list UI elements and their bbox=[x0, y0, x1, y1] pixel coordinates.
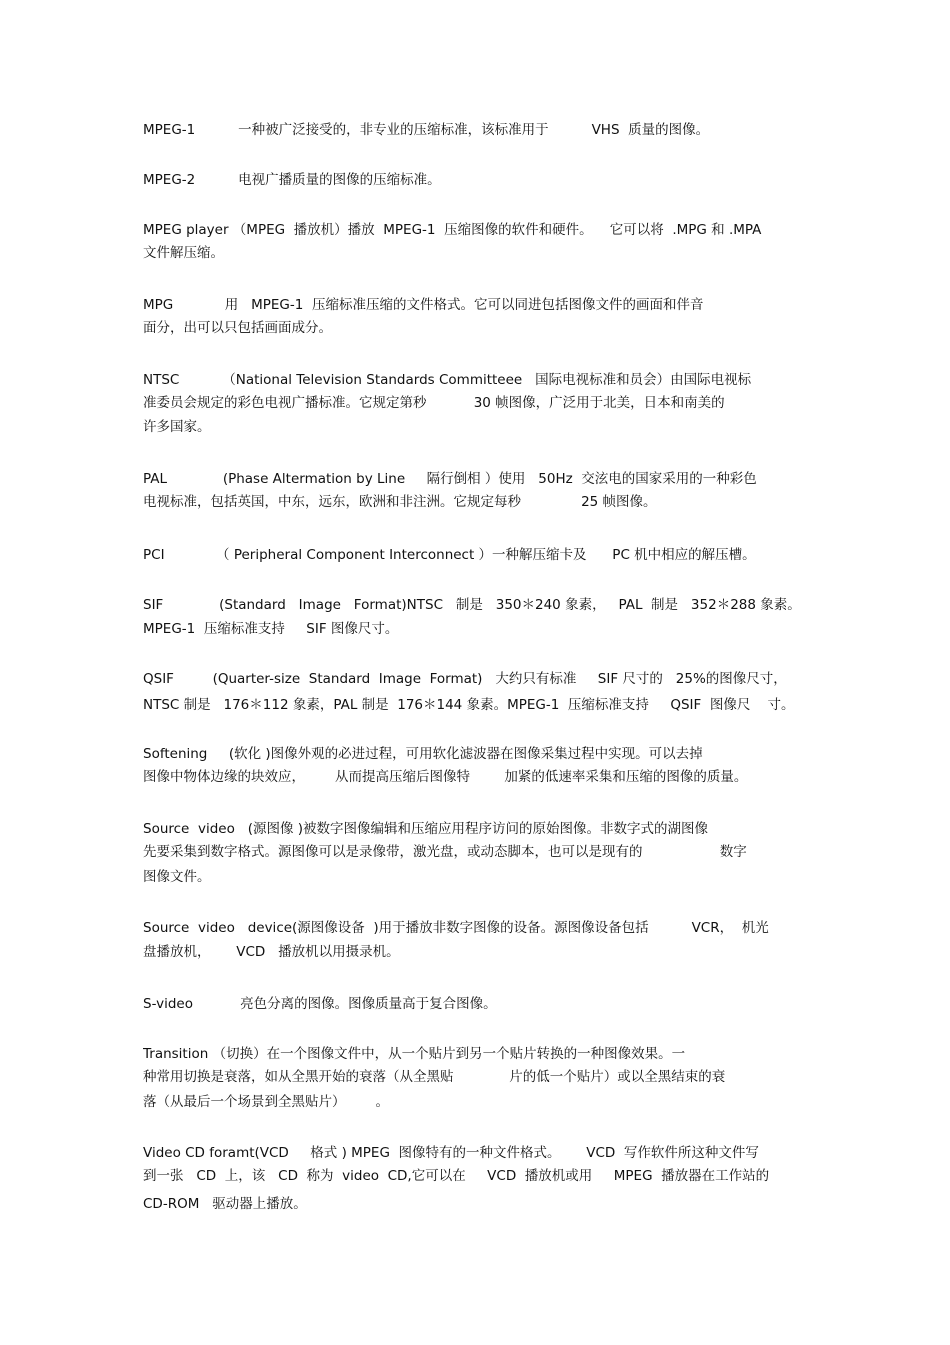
entry-qsif-line-2: NTSC 制是 176＊112 象素，PAL 制是 176＊144 象素。MPEG-1 压缩标准支持 QSIF 图像尺 寸。 bbox=[143, 697, 795, 713]
entry-mpg-line-2: 面分，出可以只包括画面成分。 bbox=[143, 320, 332, 336]
entry-sif-line-2: MPEG-1 压缩标准支持 SIF 图像尺寸。 bbox=[143, 621, 399, 637]
entry-qsif-line-1: QSIF (Quarter-size Standard Image Format) 大约只有标准 SIF 尺寸的 25%的图像尺寸， bbox=[143, 671, 787, 687]
entry-transition-line-3: 落（从最后一个场景到全黑贴片） 。 bbox=[143, 1094, 390, 1110]
entry-mpeg-player-line-2: 文件解压缩。 bbox=[143, 245, 224, 261]
entry-sif-line-1: SIF (Standard Image Format)NTSC 制是 350＊240 象素， PAL 制是 352＊288 象素。 bbox=[143, 597, 801, 613]
entry-source-video-line-1: Source video (源图像 )被数字图像编辑和压缩应用程序访问的原始图像。非数字式的湖图像 bbox=[143, 821, 709, 837]
entry-pci-line-1: PCI （ Peripheral Component Interconnect ）一种解压缩卡及 PC 机中相应的解压槽。 bbox=[143, 547, 756, 563]
entry-video-cd-format-line-2: 到一张 CD 上，该 CD 称为 video CD,它可以在 VCD 播放机或用 MPEG 播放器在工作站的 bbox=[143, 1168, 770, 1184]
entry-mpeg-player-line-1: MPEG player （MPEG 播放机）播放 MPEG-1 压缩图像的软件和硬件。 它可以将 .MPG 和 .MPA bbox=[143, 222, 762, 238]
entry-source-video-line-2: 先要采集到数字格式。源图像可以是录像带，激光盘，或动态脚本，也可以是现有的 数字 bbox=[143, 844, 747, 860]
entry-pal-line-2: 电视标准，包括英国，中东，远东，欧洲和非注洲。它规定每秒 25 帧图像。 bbox=[143, 494, 657, 510]
entry-source-video-line-3: 图像文件。 bbox=[143, 869, 211, 885]
entry-transition-line-1: Transition （切换）在一个图像文件中，从一个贴片到另一个贴片转换的一种图像效果。一 bbox=[143, 1046, 686, 1062]
entry-mpeg-1-line-1: MPEG-1 一种被广泛接受的，非专业的压缩标准，该标准用于 VHS 质量的图像。 bbox=[143, 122, 710, 138]
entry-ntsc-line-1: NTSC （National Television Standards Committeee 国际电视标准和员会）由国际电视标 bbox=[143, 372, 752, 388]
entry-softening-line-1: Softening (软化 )图像外观的必进过程，可用软化滤波器在图像采集过程中实现。可以去掉 bbox=[143, 746, 703, 762]
entry-transition-line-2: 种常用切换是衰落，如从全黑开始的衰落（从全黑贴 片的低一个贴片）或以全黑结束的衰 bbox=[143, 1069, 726, 1085]
entry-softening-line-2: 图像中物体边缘的块效应， 从而提高压缩后图像特 加紧的低速率采集和压缩的图像的质量。 bbox=[143, 769, 748, 785]
entry-source-video-device-line-1: Source video device(源图像设备 )用于播放非数字图像的设备。源图像设备包括 VCR， 机光 bbox=[143, 920, 769, 936]
entry-mpg-line-1: MPG 用 MPEG-1 压缩标准压缩的文件格式。它可以同进包括图像文件的画面和伴音 bbox=[143, 297, 704, 313]
entry-pal-line-1: PAL (Phase Altermation by Line 隔行倒相 ）使用 50Hz 交泫电的国家采用的一种彩色 bbox=[143, 471, 757, 487]
entry-ntsc-line-3: 许多国家。 bbox=[143, 419, 211, 435]
entry-video-cd-format-line-1: Video CD foramt(VCD 格式 ) MPEG 图像特有的一种文件格式。 VCD 写作软件所这种文件写 bbox=[143, 1145, 759, 1161]
entry-video-cd-format-line-3: CD-ROM 驱动器上播放。 bbox=[143, 1196, 307, 1212]
entry-ntsc-line-2: 准委员会规定的彩色电视广播标准。它规定第秒 30 帧图像，广泛用于北美，日本和南美的 bbox=[143, 395, 725, 411]
entry-mpeg-2-line-1: MPEG-2 电视广播质量的图像的压缩标准。 bbox=[143, 172, 441, 188]
entry-source-video-device-line-2: 盘播放机， VCD 播放机以用摄录机。 bbox=[143, 944, 400, 960]
entry-s-video-line-1: S-video 亮色分离的图像。图像质量高于复合图像。 bbox=[143, 996, 497, 1012]
